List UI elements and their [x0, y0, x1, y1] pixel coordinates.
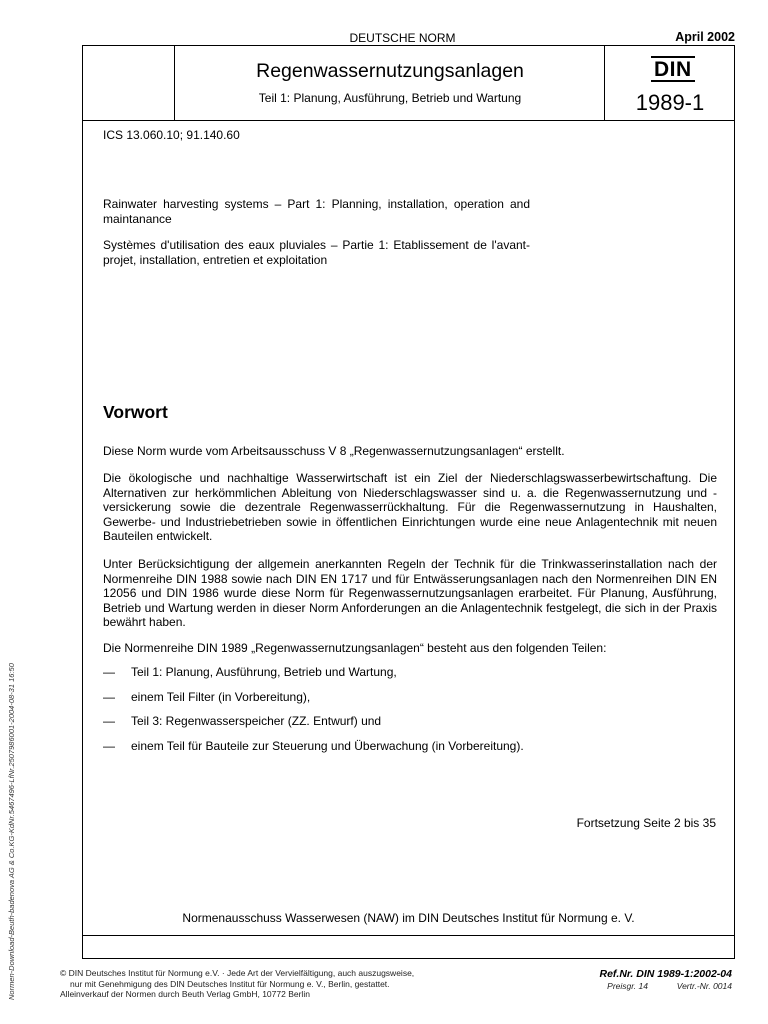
foreword-paragraph-4: Die Normenreihe DIN 1989 „Regenwassernutzungsanlagen“ besteht aus den folgenden Teilen: — [103, 641, 607, 655]
title-block-bottom-rule — [82, 120, 735, 121]
list-item: einem Teil Filter (in Vorbereitung), — [131, 690, 311, 704]
list-item: Teil 3: Regenwasserspeicher (ZZ. Entwurf) und — [131, 714, 382, 728]
document-title: Regenwassernutzungsanlagen — [256, 60, 524, 82]
foreword-paragraph-2: Die ökologische und nachhaltige Wasserwirtschaft ist ein Ziel der Niederschlagswasserbewirtschaftung. Die Alternativen zur herkömmlichen Ableitung von Niederschlagswasser sind u. a. die Regenwassernutzung und -versickerung sowie die dezentrale Regenwasserrückhaltung. Für die Regenwassernutzung in Haushalten, Gewerbe- und Industriebetrieben sowie in öffentlichen Einrichtungen wurde eine neue Anlagentechnik mit neuen Bauteilen entwickelt. — [103, 471, 717, 543]
foreword-heading: Vorwort — [103, 402, 168, 422]
header-date: April 2002 — [675, 30, 735, 44]
header-standard-type: DEUTSCHE NORM — [349, 31, 456, 45]
foreword-paragraph-3: Unter Berücksichtigung der allgemein anerkannten Regeln der Technik für die Trinkwasserinstallation nach der Normenreihe DIN 1988 sowie nach DIN EN 1717 und für Entwässerungsanlagen nach den Normenreihen DIN EN 12056 und DIN 1986 wurde diese Norm für Regenwassernutzungsanlagen erarbeitet. Für Planung, Ausführung, Betrieb und Wartung werden in dieser Norm Anforderungen an die Anlagentechnik festgelegt, die sich in der Praxis bewährt haben. — [103, 557, 717, 629]
committee-line: Normenausschuss Wasserwesen (NAW) im DIN Deutsches Institut für Normung e. V. — [182, 911, 635, 925]
list-item: Teil 1: Planung, Ausführung, Betrieb und Wartung, — [131, 665, 397, 679]
standard-number: 1989-1 — [635, 90, 705, 115]
sales-number: Vertr.-Nr. 0014 — [676, 981, 732, 991]
download-watermark: Normen-Download-Beuth-badenova AG & Co.KG-KdNr.5467496-LfNr.2507986001-2004-08-31 16:50 — [7, 663, 16, 1000]
footer-top-rule — [82, 935, 735, 936]
copyright-notice — [60, 968, 414, 1000]
copyright-line-2: nur mit Genehmigung des DIN Deutsches Institut für Normung e. V., Berlin, gestattet. — [70, 978, 390, 989]
ics-code: ICS 13.060.10; 91.140.60 — [103, 128, 240, 142]
list-dash: — — [103, 665, 115, 679]
price-sales-info — [607, 981, 732, 991]
list-dash: — — [103, 690, 115, 704]
copyright-line-1: © DIN Deutsches Institut für Normung e.V. · Jede Art der Vervielfältigung, auch auszugsweise, — [60, 968, 415, 978]
title-french: Systèmes d'utilisation des eaux pluviales – Partie 1: Etablissement de l'avant-projet, installation, entretien et exploitation — [103, 238, 530, 267]
list-dash: — — [103, 714, 115, 728]
document-subtitle: Teil 1: Planung, Ausführung, Betrieb und Wartung — [258, 91, 522, 105]
price-group: Preisgr. 14 — [607, 981, 648, 991]
copyright-line-3: Alleinverkauf der Normen durch Beuth Verlag GmbH, 10772 Berlin — [60, 989, 310, 999]
list-dash: — — [103, 739, 115, 753]
din-logo: DIN — [651, 56, 695, 82]
title-english: Rainwater harvesting systems – Part 1: Planning, installation, operation and maintanance — [103, 197, 530, 226]
foreword-paragraph-1: Diese Norm wurde vom Arbeitsausschuss V 8 „Regenwassernutzungsanlagen“ erstellt. — [103, 444, 565, 458]
reference-number: Ref.Nr. DIN 1989-1:2002-04 — [599, 968, 732, 980]
list-item: einem Teil für Bauteile zur Steuerung und Überwachung (in Vorbereitung). — [131, 739, 524, 753]
continuation-note: Fortsetzung Seite 2 bis 35 — [576, 816, 716, 830]
